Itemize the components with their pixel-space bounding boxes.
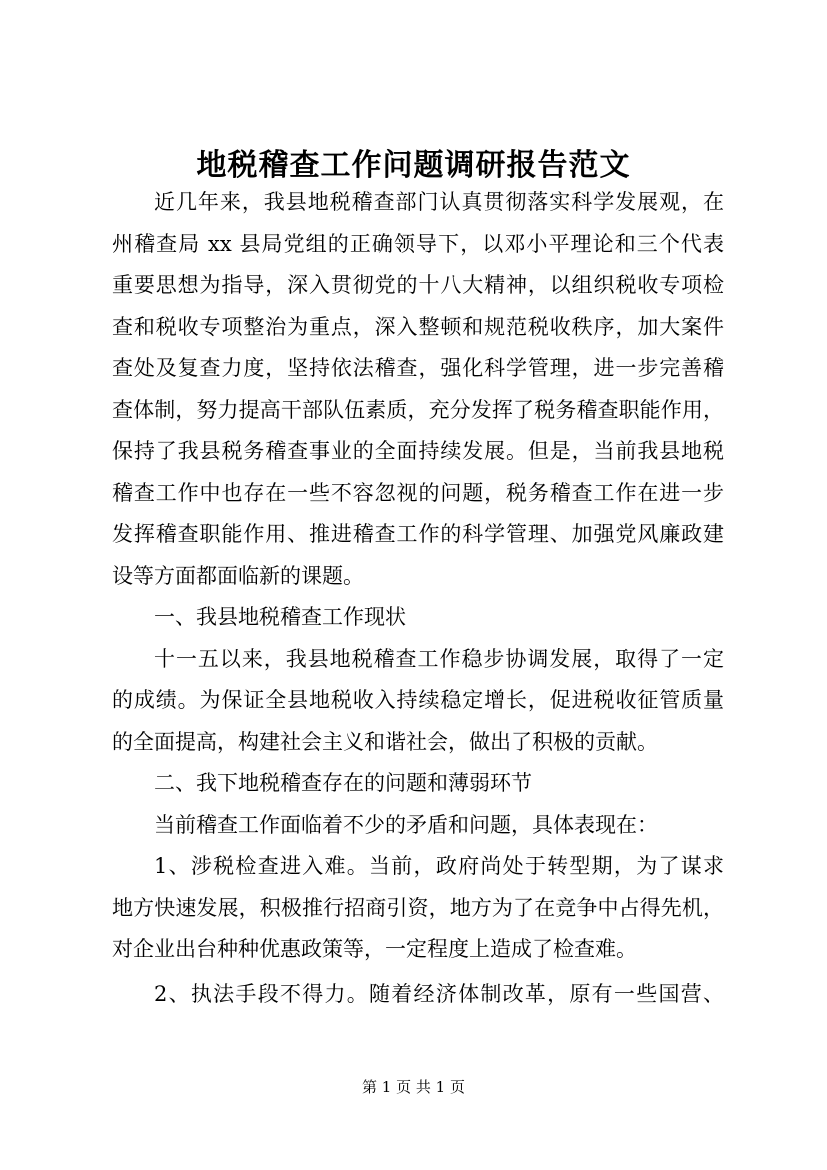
document-body	[112, 182, 724, 1015]
body-line: 查和税收专项整治为重点，深入整顿和规范税收秩序，加大案件	[112, 314, 724, 339]
body-line: 查体制，努力提高干部队伍素质，充分发挥了税务稽查职能作用，	[112, 397, 724, 422]
page-footer: 第 1 页 共 1 页	[362, 1078, 465, 1096]
body-line: 十一五以来，我县地税稽查工作稳步协调发展，取得了一定	[154, 646, 724, 671]
section-heading: 二、我下地税稽查存在的问题和薄弱环节	[154, 771, 532, 795]
body-line: 对企业出台种种优惠政策等，一定程度上造成了检查难。	[112, 937, 637, 961]
body-line: 州稽查局 xx 县局党组的正确领导下，以邓小平理论和三个代表	[112, 231, 724, 256]
body-line: 的全面提高，构建社会主义和谐社会，做出了积极的贡献。	[112, 729, 658, 754]
body-line: 1、涉税检查进入难。当前，政府尚处于转型期，为了谋求	[154, 854, 724, 878]
body-line: 保持了我县税务稽查事业的全面持续发展。但是，当前我县地税	[112, 439, 724, 463]
body-line: 2、执法手段不得力。随着经济体制改革，原有一些国营、	[154, 981, 724, 1006]
body-line: 发挥稽查职能作用、推进稽查工作的科学管理、加强党风廉政建	[112, 522, 724, 546]
body-line: 当前稽查工作面临着不少的矛盾和问题，具体表现在：	[154, 812, 658, 837]
document-title: 地税稽查工作问题调研报告范文	[196, 148, 631, 183]
body-line: 设等方面都面临新的课题。	[112, 563, 364, 588]
section-heading: 一、我县地税稽查工作现状	[154, 605, 406, 629]
body-line: 的成绩。为保证全县地税收入持续稳定增长，促进税收征管质量	[112, 688, 724, 712]
body-line: 重要思想为指导，深入贯彻党的十八大精神，以组织税收专项检	[112, 273, 724, 297]
body-line: 查处及复查力度，坚持依法稽查，强化科学管理，进一步完善稽	[112, 356, 724, 380]
body-line: 近几年来，我县地税稽查部门认真贯彻落实科学发展观，在	[154, 190, 724, 214]
body-line: 地方快速发展，积极推行招商引资，地方为了在竞争中占得先机，	[112, 895, 724, 920]
body-line: 稽查工作中也存在一些不容忽视的问题，税务稽查工作在进一步	[112, 480, 724, 505]
